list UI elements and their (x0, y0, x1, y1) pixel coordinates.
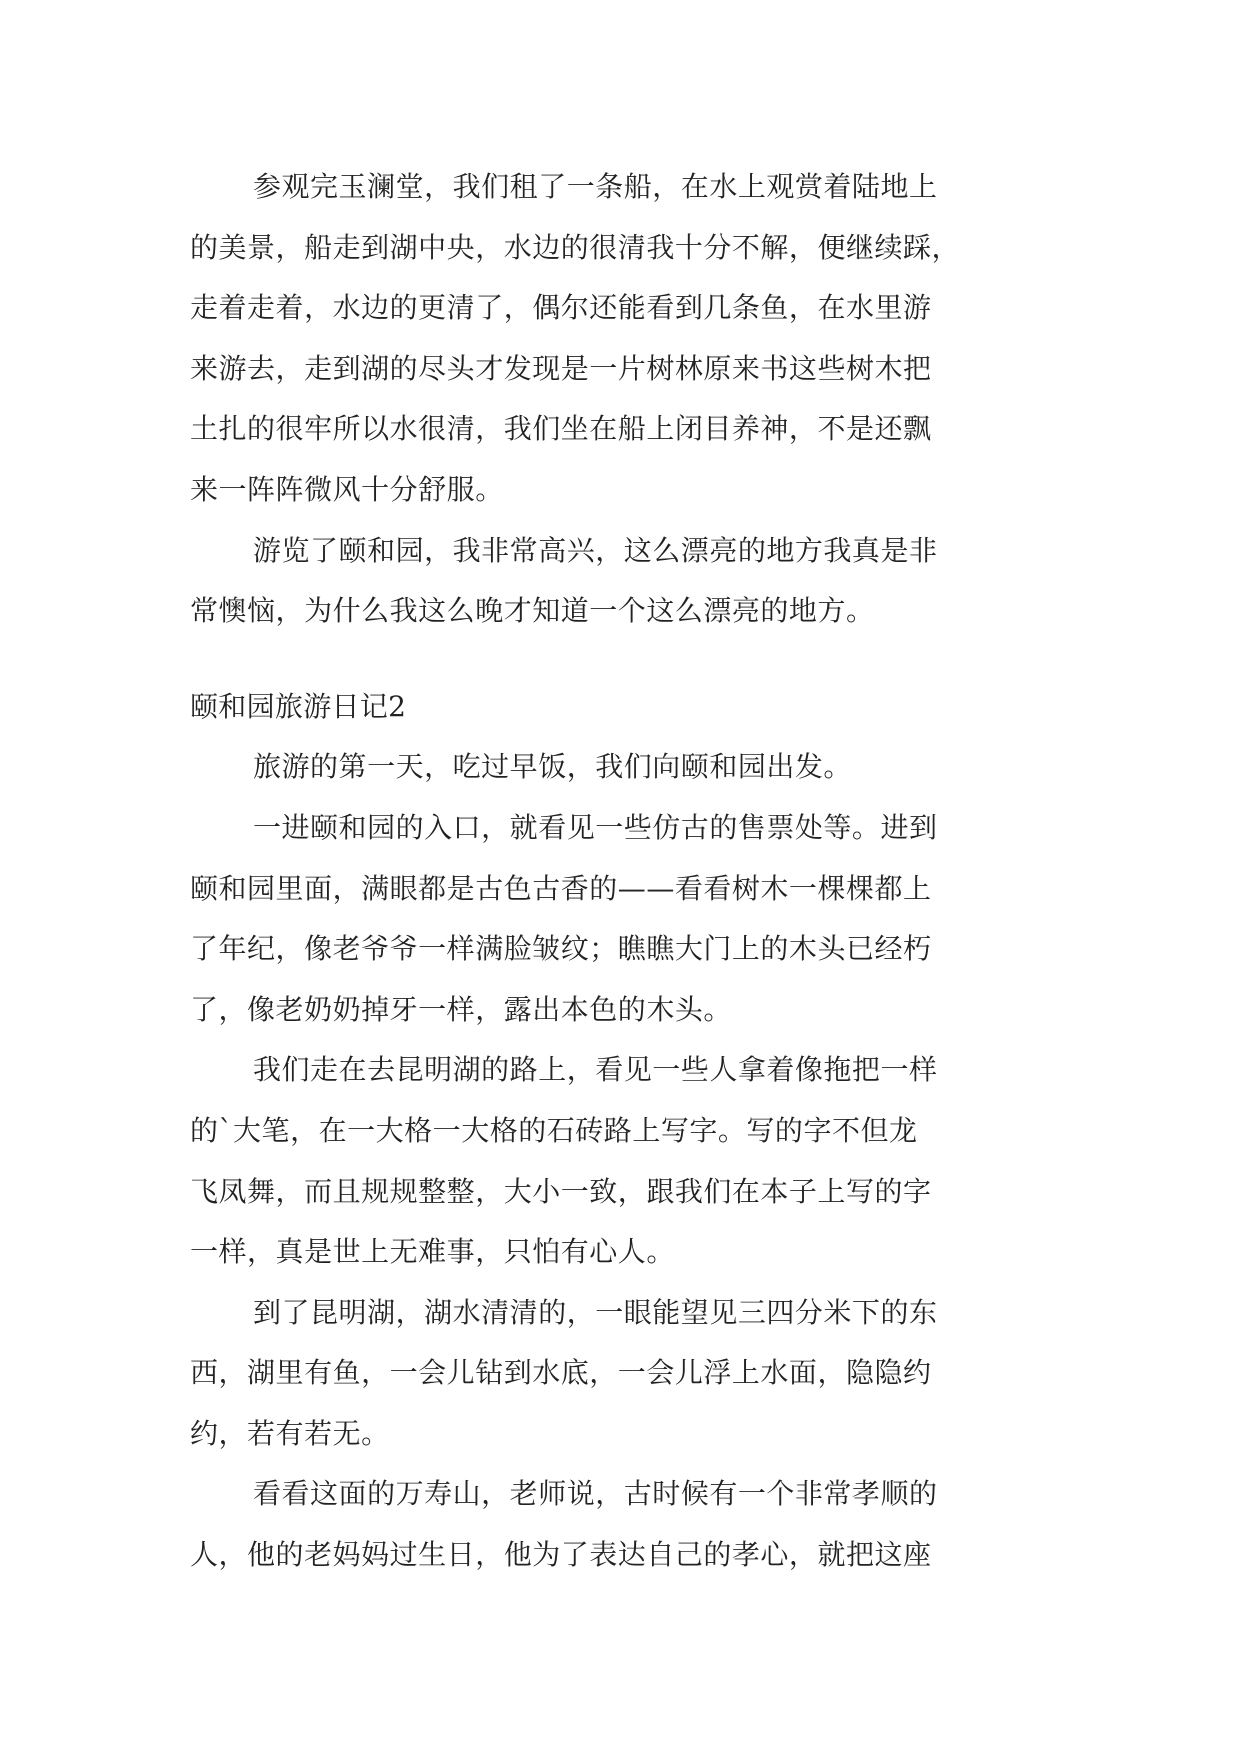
text-line: 看看这面的万寿山，老师说，古时候有一个非常孝顺的 (253, 1477, 938, 1511)
paragraph-5 (190, 1040, 1043, 1282)
paragraph-3 (190, 737, 1043, 798)
text-line: 一进颐和园的入口，就看见一些仿古的售票处等。进到 (253, 810, 938, 844)
text-line: 走着走着，水边的更清了，偶尔还能看到几条鱼，在水里游 (190, 291, 932, 325)
text-line: 的美景，船走到湖中央，水边的很清我十分不解，便继续踩， (190, 230, 961, 264)
document-body (190, 157, 1043, 1586)
paragraph-2 (190, 521, 1043, 642)
text-line: 了年纪，像老爷爷一样满脸皱纹；瞧瞧大门上的木头已经朽 (190, 932, 932, 966)
text-line: 旅游的第一天，吃过早饭，我们向颐和园出发。 (253, 750, 852, 784)
text-line: 我们走在去昆明湖的路上，看见一些人拿着像拖把一样 (253, 1053, 938, 1087)
text-line: 来一阵阵微风十分舒服。 (190, 472, 504, 506)
paragraph-4 (190, 798, 1043, 1040)
text-line: 西，湖里有鱼，一会儿钻到水底，一会儿浮上水面，隐隐约 (190, 1356, 932, 1390)
text-line: 常懊恼，为什么我这么晚才知道一个这么漂亮的地方。 (190, 594, 875, 628)
text-line: 到了昆明湖，湖水清清的，一眼能望见三四分米下的东 (253, 1295, 938, 1329)
text-line: 的`大笔，在一大格一大格的石砖路上写字。写的字不但龙 (190, 1113, 918, 1147)
text-line: 来游去，走到湖的尽头才发现是一片树林原来书这些树木把 (190, 351, 932, 385)
text-line: 游览了颐和园，我非常高兴，这么漂亮的地方我真是非 (253, 533, 938, 567)
text-line: 土扎的很牢所以水很清，我们坐在船上闭目养神，不是还飘 (190, 412, 932, 446)
text-line: 参观完玉澜堂，我们租了一条船，在水上观赏着陆地上 (253, 170, 938, 203)
paragraph-7 (190, 1464, 1043, 1585)
section-spacer (190, 642, 1043, 677)
text-line: 人，他的老妈妈过生日，他为了表达自己的孝心，就把这座 (190, 1538, 932, 1572)
text-line: 一样，真是世上无难事，只怕有心人。 (190, 1235, 675, 1269)
text-line: 颐和园里面，满眼都是古色古香的——看看树木一棵棵都上 (190, 871, 932, 905)
section-title: 颐和园旅游日记2 (190, 689, 407, 723)
paragraph-6 (190, 1283, 1043, 1465)
text-line: 约，若有若无。 (190, 1416, 390, 1450)
paragraph-1 (190, 157, 1043, 521)
text-line: 飞凤舞，而且规规整整，大小一致，跟我们在本子上写的字 (190, 1174, 932, 1208)
text-line: 了，像老奶奶掉牙一样，露出本色的木头。 (190, 992, 732, 1026)
